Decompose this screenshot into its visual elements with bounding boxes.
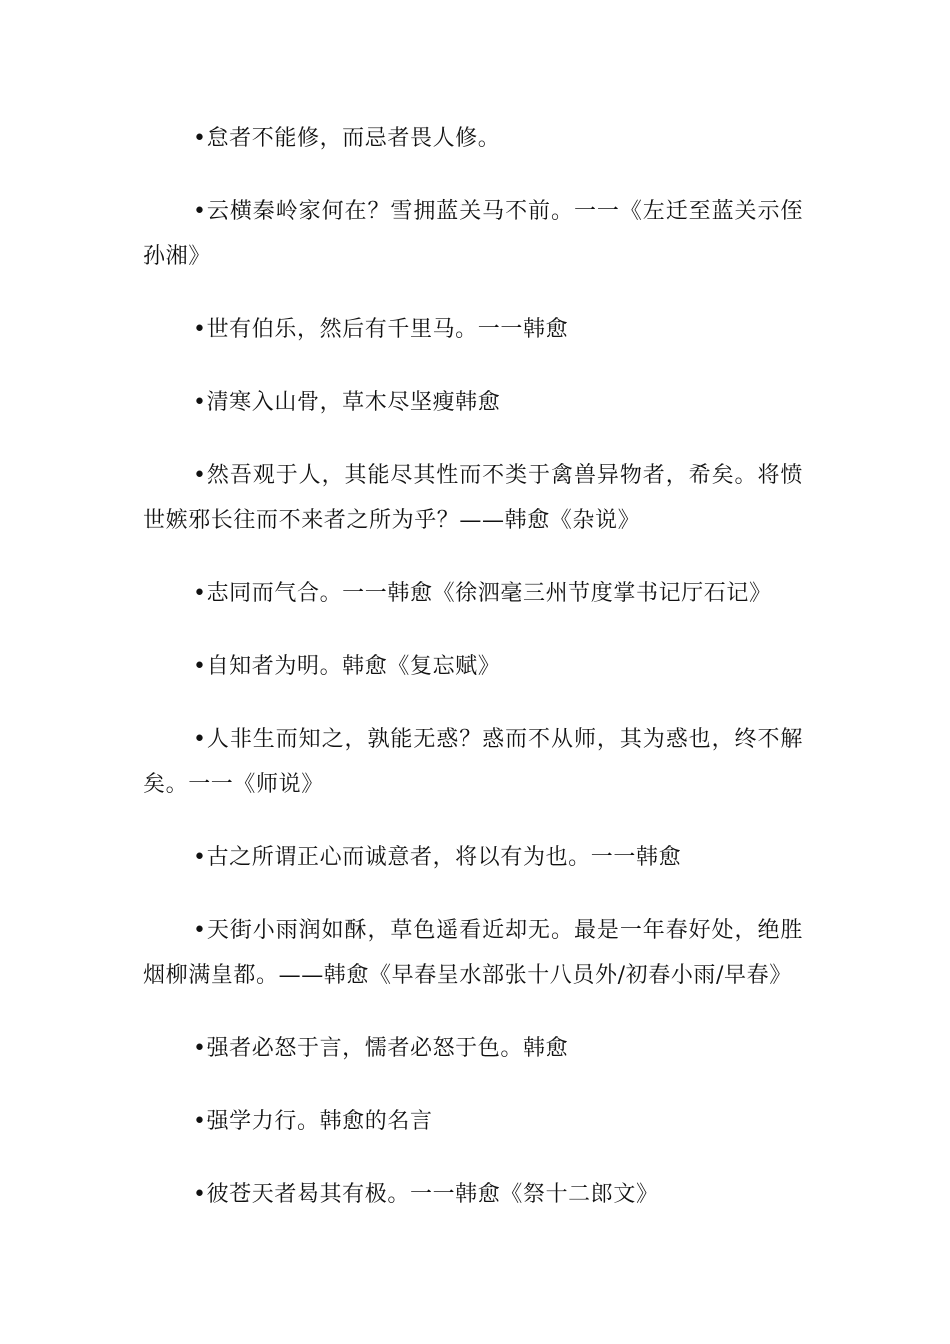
quote-paragraph: •怠者不能修，而忌者畏人修。 bbox=[193, 126, 501, 151]
quote-paragraph: •古之所谓正心而诚意者，将以有为也。一一韩愈 bbox=[193, 845, 682, 870]
quote-paragraph: •人非生而知之，孰能无惑？惑而不从师，其为惑也，终不解矣。一一《师说》 bbox=[143, 727, 803, 797]
quote-paragraph: •然吾观于人，其能尽其性而不类于禽兽异物者，希矣。将愤世嫉邪长往而不来者之所为乎？——韩愈《杂说》 bbox=[143, 463, 803, 533]
quote-paragraph: •天街小雨润如酥，草色遥看近却无。最是一年春好处，绝胜烟柳满皇都。——韩愈《早春呈水部张十八员外/初春小雨/早春》 bbox=[143, 918, 803, 988]
quote-paragraph: •志同而气合。一一韩愈《徐泗毫三州节度掌书记厅石记》 bbox=[193, 581, 772, 606]
quote-paragraph: •世有伯乐，然后有千里马。一一韩愈 bbox=[193, 317, 569, 342]
quote-paragraph: •云横秦岭家何在？雪拥蓝关马不前。一一《左迁至蓝关示侄孙湘》 bbox=[143, 199, 803, 269]
quote-paragraph: •清寒入山骨，草木尽坚瘦韩愈 bbox=[193, 390, 501, 415]
quote-paragraph: •自知者为明。韩愈《复忘赋》 bbox=[193, 654, 501, 679]
quote-paragraph: •彼苍天者曷其有极。一一韩愈《祭十二郎文》 bbox=[193, 1182, 659, 1207]
quote-paragraph: •强学力行。韩愈的名言 bbox=[193, 1109, 433, 1134]
quote-paragraph: •强者必怒于言，懦者必怒于色。韩愈 bbox=[193, 1036, 569, 1061]
document-body bbox=[143, 116, 803, 1245]
